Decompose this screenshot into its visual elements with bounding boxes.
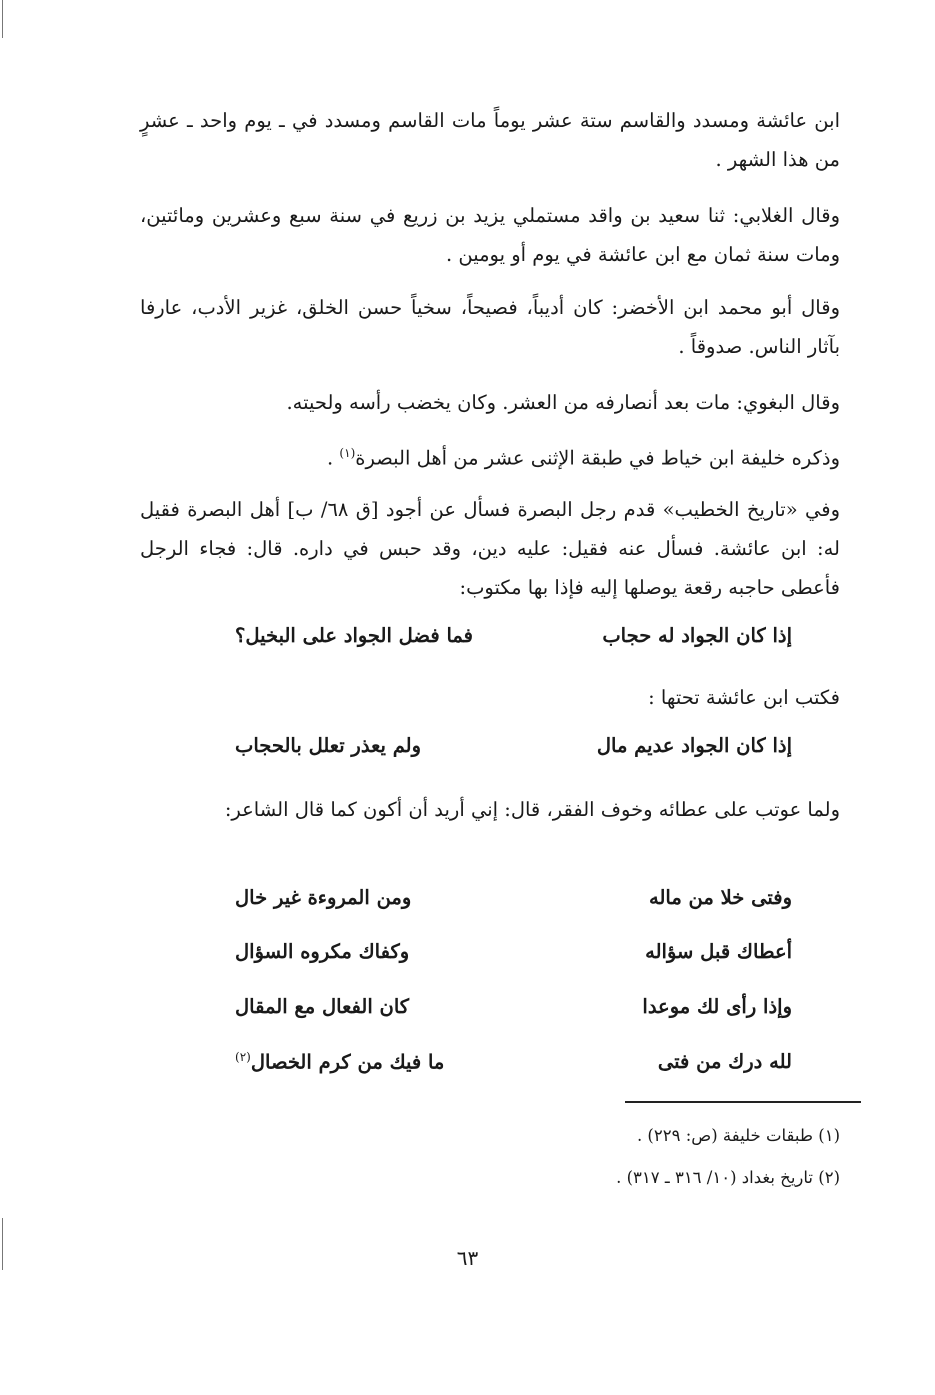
paragraph-5: وذكره خليفة ابن خياط في طبقة الإثنى عشر من أهل البصرة bbox=[355, 446, 840, 470]
paragraph-4: وقال البغوي: مات بعد أنصارفه من العشر. وكان يخضب رأسه ولحيته. bbox=[286, 391, 840, 414]
footnote-ref-2: (٢) bbox=[235, 1050, 251, 1064]
verse-hemistich-right: إذا كان الجواد عديم مال bbox=[596, 734, 792, 757]
footnote-separator bbox=[625, 1101, 861, 1103]
poem-hemistich-right: أعطاك قبل سؤاله bbox=[645, 940, 792, 963]
page-number: ٦٣ bbox=[456, 1246, 479, 1270]
poem-hemistich-left: ومن المروءة غير خال bbox=[235, 886, 412, 909]
poem-line-2 bbox=[140, 940, 840, 980]
poem-line-4 bbox=[140, 1050, 840, 1090]
verse-hemistich-right: إذا كان الجواد له حجاب bbox=[602, 624, 792, 647]
verse-hemistich-left: ولم يعذر تعلل بالحجاب bbox=[235, 734, 422, 757]
poem-hemistich-right: لله درك من فتى bbox=[657, 1050, 792, 1073]
poem-hemistich-right: وإذا رأى لك موعدا bbox=[642, 995, 792, 1018]
paragraph-1: ابن عائشة ومسدد والقاسم ستة عشر يوماً مات القاسم ومسدد في ـ يوم واحد ـ عشرٍ من هذا الشهر . bbox=[140, 109, 840, 171]
poem-line-3 bbox=[140, 995, 840, 1035]
poem-hemistich-left bbox=[235, 1050, 444, 1074]
footnote-ref-1: (١) bbox=[339, 446, 356, 460]
footnote-2: (٢) تاريخ بغداد (١٠/ ٣١٦ ـ ٣١٧) . bbox=[616, 1168, 840, 1187]
poem-hemistich-left: كان الفعال مع المقال bbox=[235, 995, 410, 1018]
page-edge-mark-top bbox=[2, 0, 3, 38]
paragraph-6: وفي «تاريخ الخطيب» قدم رجل البصرة فسأل عن أجود [ق ٦٨/ ب] أهل البصرة فقيل له: ابن عائشة. فسأل عنه فقيل: عليه دين، وقد حبس في داره. قال: فجاء الرجل فأعطى حاجبه رقعة يوصلها إليه فإذا بها مكتوب: bbox=[140, 498, 840, 599]
verse-line-b bbox=[140, 734, 840, 774]
paragraph-8: ولما عوتب على عطائه وخوف الفقر، قال: إني أريد أن أكون كما قال الشاعر: bbox=[224, 798, 840, 821]
verse-hemistich-left: فما فضل الجواد على البخيل؟ bbox=[235, 624, 473, 647]
poem-hemistich-left: وكفاك مكروه السؤال bbox=[235, 940, 410, 963]
poem-hemistich-left-text: ما فيك من كرم الخصال bbox=[250, 1050, 445, 1074]
paragraph-5-end: . bbox=[327, 446, 340, 470]
footnote-1: (١) طبقات خليفة (ص: ٢٢٩) . bbox=[636, 1126, 840, 1145]
paragraph-7: فكتب ابن عائشة تحتها : bbox=[648, 686, 840, 709]
paragraph-2: وقال الغلابي: ثنا سعيد بن واقد مستملي يزيد بن زريع في سنة سبع وعشرين ومائتين، ومات سنة ثمان مع ابن عائشة في يوم أو يومين . bbox=[140, 204, 840, 266]
verse-line-a bbox=[140, 624, 840, 664]
paragraph-3: وقال أبو محمد ابن الأخضر: كان أديباً، فصيحاً، سخياً حسن الخلق، غزير الأدب، عارفا بآثار الناس. صدوقاً . bbox=[140, 296, 840, 358]
paragraph-5-wrap bbox=[140, 434, 840, 478]
poem-hemistich-right: وفتى خلا من ماله bbox=[648, 886, 792, 909]
poem-line-1 bbox=[140, 886, 840, 926]
